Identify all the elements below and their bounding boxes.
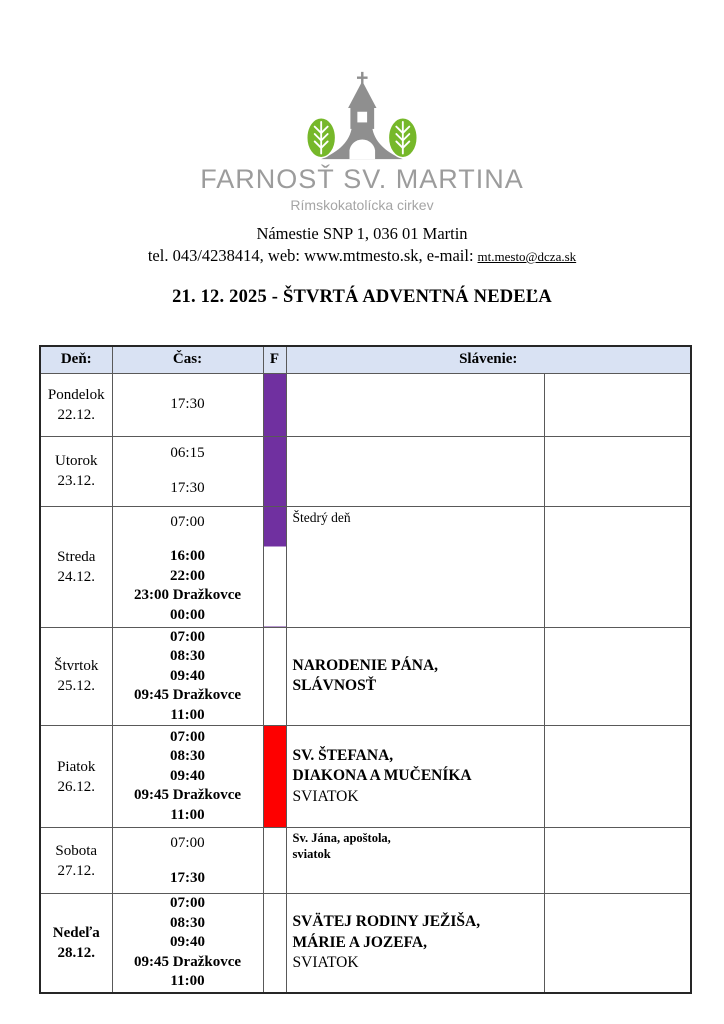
celebration-cell (286, 828, 544, 894)
time-line: 07:00 (170, 835, 205, 851)
column-header-f: F (263, 346, 286, 373)
time-cell (112, 828, 263, 894)
time-line: 09:45 Dražkovce (133, 687, 242, 703)
extra-cell (544, 436, 691, 506)
feast-line: SVIATOK (292, 954, 359, 971)
table-header-row (40, 346, 691, 373)
feast-line: Štedrý deň (292, 509, 351, 525)
time-line: 09:40 (170, 934, 205, 950)
org-subtitle: Rímskokatolícka cirkev (290, 197, 434, 213)
time-line: 06:15 (170, 445, 205, 461)
time-cell (112, 373, 263, 436)
time-line: 07:00 (170, 895, 205, 911)
time-line: 11:00 (170, 706, 205, 723)
day-name: Sobota (55, 842, 98, 859)
day-cell (40, 436, 112, 506)
time-line: 09:45 Dražkovce (133, 953, 242, 970)
parish-church-logo-icon (286, 70, 438, 160)
day-date: 27.12. (57, 862, 95, 879)
celebration-cell (286, 627, 544, 726)
time-cell (112, 726, 263, 828)
time-cell (112, 436, 263, 506)
table-row-saturday (40, 828, 691, 894)
column-header-day: Deň: (40, 346, 112, 373)
table-row-friday (40, 726, 691, 828)
feast-line: DIAKONA A MUČENÍKA (292, 767, 472, 785)
address-line: Námestie SNP 1, 036 01 Martin (256, 224, 468, 243)
time-line: 07:00 (170, 728, 205, 745)
time-line: 07:00 (170, 513, 205, 530)
celebration-cell (286, 726, 544, 828)
schedule-table (39, 345, 692, 994)
celebration-cell (286, 894, 544, 993)
day-cell (40, 373, 112, 436)
time-line: 23:00 Dražkovce (133, 587, 242, 603)
day-date: 22.12. (57, 406, 95, 423)
day-date: 28.12. (57, 944, 95, 961)
email-link[interactable]: mt.mesto@dcza.sk (477, 249, 577, 264)
time-line: 00:00 (170, 606, 205, 623)
liturgical-color-cell-purple-partial (263, 506, 286, 627)
day-name: Štvrtok (54, 658, 99, 675)
liturgical-color-cell-red (263, 726, 286, 828)
celebration-cell (286, 373, 544, 436)
letterhead (0, 0, 724, 266)
table-row-wednesday (40, 506, 691, 627)
celebration-cell (286, 436, 544, 506)
extra-cell (544, 373, 691, 436)
time-line: 17:30 (170, 395, 205, 412)
extra-cell (544, 627, 691, 726)
time-cell (112, 506, 263, 627)
time-line: 17:30 (170, 869, 205, 886)
time-line: 08:30 (170, 914, 205, 931)
day-name: Utorok (55, 453, 98, 469)
org-name: FARNOSŤ SV. MARTINA (200, 164, 524, 194)
feast-line: NARODENIE PÁNA, (292, 656, 439, 674)
time-cell (112, 627, 263, 726)
extra-cell (544, 506, 691, 627)
day-date: 23.12. (57, 473, 95, 489)
day-name: Nedeľa (52, 924, 100, 941)
day-cell (40, 828, 112, 894)
feast-line: SLÁVNOSŤ (292, 677, 377, 695)
time-line: 17:30 (170, 479, 205, 496)
feast-line: sviatok (292, 847, 331, 861)
column-header-celebration: Slávenie: (286, 346, 691, 373)
table-row-monday (40, 373, 691, 436)
celebration-cell (286, 506, 544, 627)
table-row-tuesday (40, 436, 691, 506)
page-title: 21. 12. 2025 - ŠTVRTÁ ADVENTNÁ NEDEĽA (172, 287, 552, 307)
time-line: 22:00 (170, 567, 205, 584)
day-name: Streda (57, 548, 96, 565)
day-date: 24.12. (57, 568, 95, 585)
time-line: 11:00 (170, 806, 205, 823)
day-date: 26.12. (57, 778, 95, 795)
table-row-sunday (40, 894, 691, 993)
liturgical-color-cell-white (263, 828, 286, 894)
table-row-thursday (40, 627, 691, 726)
feast-line: MÁRIE A JOZEFA, (292, 933, 427, 951)
liturgical-color-cell-purple (263, 373, 286, 436)
day-cell (40, 506, 112, 627)
liturgical-color-cell-purple (263, 436, 286, 506)
day-date: 25.12. (57, 678, 95, 695)
time-line: 09:45 Dražkovce (133, 787, 242, 804)
extra-cell (544, 828, 691, 894)
time-line: 08:30 (170, 648, 205, 664)
day-cell (40, 894, 112, 993)
time-line: 16:00 (170, 548, 205, 564)
time-line: 09:40 (170, 667, 205, 684)
time-line: 08:30 (170, 748, 205, 765)
feast-line: SVIATOK (292, 787, 359, 805)
time-line: 11:00 (170, 973, 205, 989)
contact-prefix: tel. 043/4238414, web: www.mtmesto.sk, e-mail: (147, 246, 474, 265)
extra-cell (544, 894, 691, 993)
time-line: 07:00 (170, 628, 205, 645)
extra-cell (544, 726, 691, 828)
time-cell (112, 894, 263, 993)
feast-line: SV. ŠTEFANA, (292, 746, 394, 764)
time-line: 09:40 (170, 767, 205, 784)
day-cell (40, 726, 112, 828)
column-header-time: Čas: (112, 346, 263, 373)
day-name: Piatok (57, 758, 96, 775)
feast-line: Sv. Jána, apoštola, (292, 831, 391, 845)
feast-line: SVÄTEJ RODINY JEŽIŠA, (292, 913, 481, 930)
day-name: Pondelok (47, 386, 105, 403)
day-cell (40, 627, 112, 726)
liturgical-color-cell-white (263, 627, 286, 726)
contact-line (0, 246, 724, 266)
liturgical-color-cell-white (263, 894, 286, 993)
